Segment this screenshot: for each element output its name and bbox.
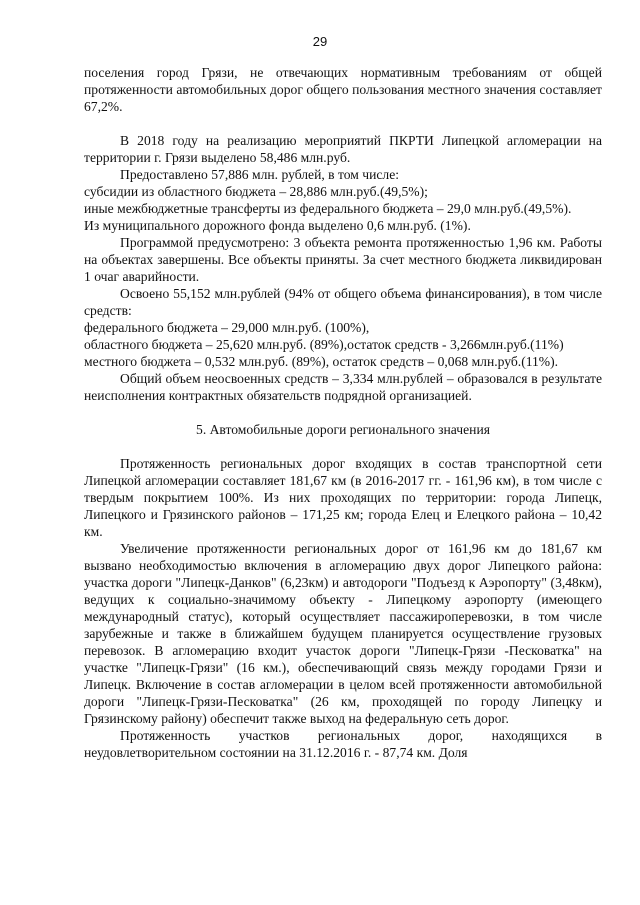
paragraph-share-substandard-roads: поселения город Грязи, не отвечающих нормативным требованиям от общей протяженности автомобильных дорог общего пользования местного значения составляет 67,2%. (84, 65, 602, 114)
paragraph-regional-subsidy: субсидии из областного бюджета – 28,886 млн.руб.(49,5%); (84, 184, 428, 199)
paragraph-regional-roads-length: Протяженность региональных дорог входящих в состав транспортной сети Липецкой агломерации составляет 181,67 км (в 2016-2017 гг. - 161,96 км), в том числе с твердым покрытием 100%. Из них проходящих по территории: города Липецк, Липецкого и Грязинского районов – 171,25 км; города Елец и Елецкого района – 10,42 км. (84, 456, 602, 539)
paragraph-unspent-funds: Общий объем неосвоенных средств – 3,334 млн.рублей – образовался в результате неисполнения контрактных обязательств подрядной организацией. (84, 371, 602, 403)
document-body (84, 64, 602, 761)
paragraph-funds-spent: Освоено 55,152 млн.рублей (94% от общего объема финансирования), в том числе средств: (84, 286, 602, 318)
paragraph-regional-spent: областного бюджета – 25,620 млн.руб. (89%),остаток средств - 3,266млн.руб.(11%) (84, 337, 564, 352)
page-number: 29 (312, 34, 328, 49)
paragraph-provided-funds: Предоставлено 57,886 млн. рублей, в том числе: (120, 167, 400, 182)
paragraph-program-objects: Программой предусмотрено: 3 объекта ремонта протяженностью 1,96 км. Работы на объектах завершены. Все объекты приняты. За счет местного бюджета ликвидирован 1 очаг аварийности. (84, 235, 602, 284)
paragraph-2018-allocation: В 2018 году на реализацию мероприятий ПКРТИ Липецкой агломерации на территории г. Грязи выделено 58,486 млн.руб. (84, 133, 602, 165)
section-heading: 5. Автомобильные дороги регионального значения (196, 422, 490, 437)
paragraph-federal-spent: федерального бюджета – 29,000 млн.руб. (100%), (84, 320, 370, 335)
paragraph-local-spent: местного бюджета – 0,532 млн.руб. (89%), остаток средств – 0,068 млн.руб.(11%). (84, 354, 559, 369)
paragraph-unsatisfactory-roads: Протяженность участков региональных дорог, находящихся в неудовлетворительном состоянии на 31.12.2016 г. - 87,74 км. Доля (84, 728, 602, 760)
paragraph-federal-transfers: иные межбюджетные трансферты из федерального бюджета – 29,0 млн.руб.(49,5%). (84, 201, 572, 216)
paragraph-municipal-fund: Из муниципального дорожного фонда выделено 0,6 млн.руб. (1%). (84, 218, 471, 233)
paragraph-length-increase: Увеличение протяженности региональных дорог от 161,96 км до 181,67 км вызвано необходимостью включения в агломерацию двух дорог Липецкого района: участка дороги "Липецк-Данков" (6,23км) и автодороги "Подъезд к Аэропорту" (3,48км), ведущих к социально-значимому объекту - Липецкому аэропорту (имеющего международный статус), который осуществляет пассажироперевозки, в том числе зарубежные и также в ближайшем будущем планируется осуществление грузовых перевозок. В агломерацию входит участок дороги "Липецк-Грязи -Песковатка" на участке "Липецк-Грязи" (16 км.), обеспечивающий связь между городами Грязи и Липецк. Включение в состав агломерации в целом всей протяженности автомобильной дороги "Липецк-Грязи-Песковатка" (26 км, проходящей по городу Липецку и Грязинскому району) обеспечит также выход на федеральную сеть дорог. (84, 541, 602, 726)
